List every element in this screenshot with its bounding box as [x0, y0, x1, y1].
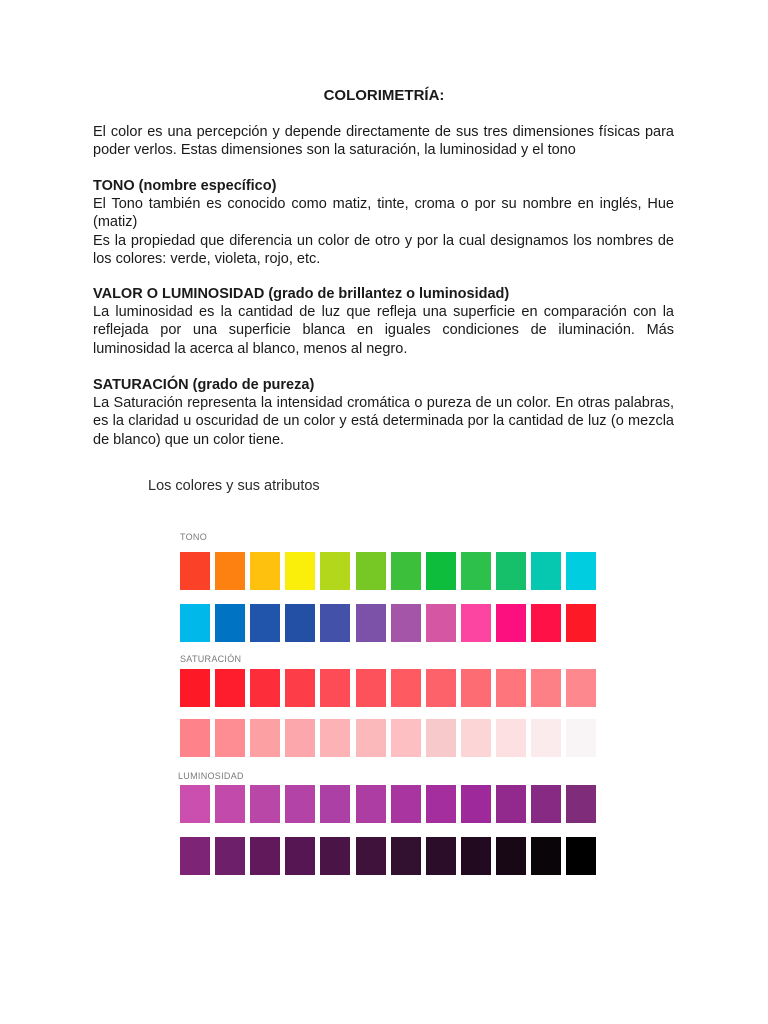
- color-swatch: [215, 669, 245, 707]
- color-swatch: [496, 837, 526, 875]
- color-swatch: [531, 552, 561, 590]
- color-swatch: [180, 719, 210, 757]
- color-swatch: [496, 604, 526, 642]
- color-swatch: [391, 552, 421, 590]
- color-swatch: [320, 785, 350, 823]
- color-swatch: [320, 837, 350, 875]
- color-swatch: [531, 604, 561, 642]
- color-swatch: [356, 837, 386, 875]
- color-swatch: [180, 785, 210, 823]
- color-swatch: [426, 785, 456, 823]
- swatch-row: [180, 552, 596, 590]
- section-heading: VALOR O LUMINOSIDAD (grado de brillantez o luminosidad): [93, 286, 510, 302]
- swatch-row: [180, 719, 596, 757]
- color-swatch: [250, 552, 280, 590]
- color-swatch: [250, 604, 280, 642]
- color-swatch: [391, 669, 421, 707]
- color-swatch: [426, 604, 456, 642]
- color-swatch: [320, 719, 350, 757]
- swatch-row: [180, 669, 596, 707]
- color-swatch: [496, 785, 526, 823]
- color-swatch: [391, 785, 421, 823]
- section-heading: SATURACIÓN (grado de pureza): [93, 377, 315, 393]
- color-swatch: [566, 552, 596, 590]
- section-paragraph: La Saturación representa la intensidad cromática o pureza de un color. En otras palabras, es la claridad u oscuridad de un color y está determinada por la cantidad de luz (o mezcla de blanco) que un color tiene.: [93, 395, 674, 448]
- color-swatch: [285, 669, 315, 707]
- swatch-row: [180, 837, 596, 875]
- page-title: COLORIMETRÍA:: [323, 87, 445, 104]
- color-swatch: [566, 719, 596, 757]
- group-label-saturacion: SATURACIÓN: [180, 654, 242, 664]
- color-swatch: [461, 552, 491, 590]
- color-attributes-figure: [140, 470, 610, 890]
- color-swatch: [215, 837, 245, 875]
- color-swatch: [426, 719, 456, 757]
- color-swatch: [391, 719, 421, 757]
- section-paragraph: El Tono también es conocido como matiz, tinte, croma o por su nombre en inglés, Hue (matiz): [93, 196, 674, 231]
- color-swatch: [496, 552, 526, 590]
- color-swatch: [461, 785, 491, 823]
- group-label-luminosidad: LUMINOSIDAD: [178, 771, 244, 781]
- color-swatch: [426, 552, 456, 590]
- group-label-tono: TONO: [180, 532, 208, 542]
- swatch-row: [180, 785, 596, 823]
- color-swatch: [566, 669, 596, 707]
- color-swatch: [496, 719, 526, 757]
- color-swatch: [461, 669, 491, 707]
- color-swatch: [566, 604, 596, 642]
- color-swatch: [426, 837, 456, 875]
- section-valor: [93, 285, 674, 358]
- color-swatch: [215, 785, 245, 823]
- color-swatch: [320, 552, 350, 590]
- color-swatch: [391, 837, 421, 875]
- color-swatch: [426, 669, 456, 707]
- section-heading: TONO (nombre específico): [93, 178, 277, 194]
- color-swatch: [180, 837, 210, 875]
- color-swatch: [356, 669, 386, 707]
- section-paragraph: Es la propiedad que diferencia un color de otro y por la cual designamos los nombres de los colores: verde, violeta, rojo, etc.: [93, 232, 674, 267]
- color-swatch: [391, 604, 421, 642]
- color-swatch: [356, 785, 386, 823]
- color-swatch: [180, 604, 210, 642]
- color-swatch: [285, 604, 315, 642]
- color-swatch: [250, 785, 280, 823]
- color-swatch: [285, 719, 315, 757]
- section-saturacion: [93, 376, 674, 449]
- color-swatch: [531, 719, 561, 757]
- intro-paragraph: [93, 123, 674, 159]
- color-swatch: [180, 552, 210, 590]
- color-swatch: [285, 552, 315, 590]
- color-swatch: [180, 669, 210, 707]
- color-swatch: [250, 719, 280, 757]
- color-swatch: [320, 604, 350, 642]
- color-swatch: [250, 669, 280, 707]
- color-swatch: [461, 719, 491, 757]
- color-swatch: [531, 785, 561, 823]
- color-swatch: [566, 837, 596, 875]
- swatch-row: [180, 604, 596, 642]
- color-swatch: [285, 837, 315, 875]
- color-swatch: [215, 552, 245, 590]
- color-swatch: [356, 604, 386, 642]
- color-swatch: [531, 669, 561, 707]
- color-swatch: [356, 719, 386, 757]
- color-swatch: [215, 604, 245, 642]
- figure-title: Los colores y sus atributos: [148, 478, 320, 494]
- section-paragraph: La luminosidad es la cantidad de luz que refleja una superficie en comparación con la reflejada por una superficie blanca en iguales condiciones de iluminación. Más luminosidad la acerca al blanco, menos al negro.: [93, 304, 674, 357]
- color-swatch: [215, 719, 245, 757]
- color-swatch: [461, 837, 491, 875]
- color-swatch: [461, 604, 491, 642]
- color-swatch: [250, 837, 280, 875]
- color-swatch: [566, 785, 596, 823]
- color-swatch: [531, 837, 561, 875]
- color-swatch: [496, 669, 526, 707]
- color-swatch: [320, 669, 350, 707]
- color-swatch: [285, 785, 315, 823]
- section-tono: [93, 177, 674, 268]
- intro-text: El color es una percepción y depende directamente de sus tres dimensiones físicas para poder verlos. Estas dimensiones son la saturación, la luminosidad y el tono: [93, 124, 674, 159]
- color-swatch: [356, 552, 386, 590]
